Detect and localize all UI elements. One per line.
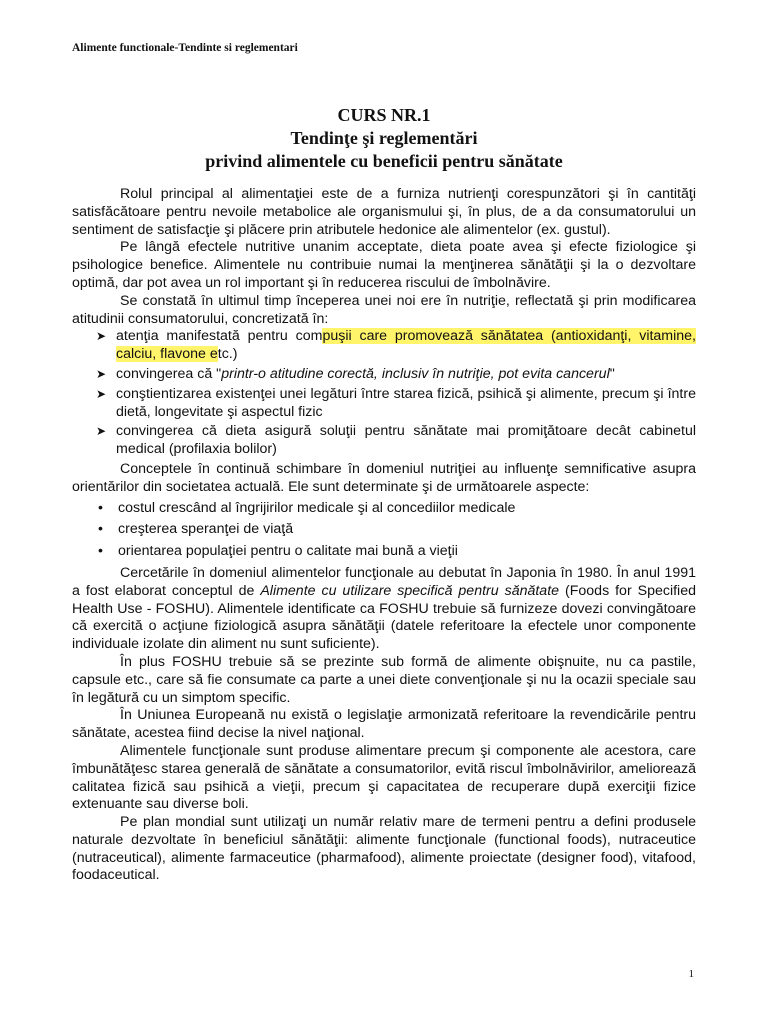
arrow-bullet-item: ➤ convingerea că dieta asigură soluţii pentru sănătate mai promiţătoare decât cabinetul medical (profilaxia bolilor): [96, 423, 696, 458]
arrow-bullet-icon: ➤: [96, 366, 107, 381]
arrow-bullet-item: ➤ conştientizarea existenţei unei legături între starea fizică, psihică şi alimente, precum şi între dietă, longevitate şi aspectul fizic: [96, 385, 696, 420]
document-body: [72, 186, 696, 885]
dot-bullet-item: • orientarea populaţiei pentru o calitate mai bună a vieţii: [98, 543, 458, 560]
dot-bullet-list: [72, 500, 696, 561]
document-titles: [0, 104, 768, 173]
bullet-dot-icon: •: [98, 521, 103, 538]
title-line-2: privind alimentele cu beneficii pentru sănătate: [205, 151, 563, 171]
running-header: Alimente functionale-Tendinte si reglementari: [72, 42, 298, 54]
arrow-bullet-icon: ➤: [96, 329, 107, 344]
arrow-bullet-icon: ➤: [96, 424, 107, 439]
paragraph-functional-foods: Alimentele funcţionale sunt produse alimentare precum şi componente ale acestora, care îmbunătăţesc starea generală de sănătate a consumatorilor, evită riscul îmbolnăvirilor, ameliorează calitatea fizică sau psihică a vieţii, precum şi capacitatea de recuperare după exerciţii fizice extenuante sau diverse boli.: [72, 742, 696, 813]
italic-term: Alimente cu utilizare specifică pentru sănătate: [260, 582, 560, 599]
arrow-bullet-item: ➤ convingerea că "printr-o atitudine corectă, inclusiv în nutriţie, pot evita cancerul": [96, 365, 615, 382]
dot-bullet-item: • costul crescând al îngrijirilor medicale şi al concediilor medicale: [98, 499, 516, 516]
paragraph-concepts: Conceptele în continuă schimbare în domeniul nutriţiei au influenţe semnificative asupra orientărilor din societatea actuală. Ele sunt determinate şi de următoarele aspecte:: [72, 460, 696, 495]
paragraph-intro: Rolul principal al alimentaţiei este de a furniza nutrienţi corespunzători şi în cantităţi satisfăcătoare pentru nevoile metabolice ale organismului şi, în plus, de a da consumatorului un sentiment de satisfacţie şi plăcere prin atributele hedonice ale alimentelor (ex. gustul).: [72, 186, 696, 238]
course-number: CURS NR.1: [337, 105, 431, 125]
paragraph-new-era: Se constată în ultimul timp începerea unei noi ere în nutriţie, reflectată şi prin modificarea atitudinii consumatorului, concretizată în:: [72, 292, 696, 327]
bullet-dot-icon: •: [98, 543, 103, 560]
paragraph-foshu: În plus FOSHU trebuie să se prezinte sub formă de alimente obişnuite, nu ca pastile, capsule etc., care să fie consumate ca parte a unei diete convenţionale şi nu la ocazii speciale sau în legătură cu un simptom specific.: [72, 653, 696, 706]
dot-bullet-item: • creşterea speranţei de viaţă: [98, 521, 294, 538]
italic-quote: printr-o atitudine corectă, inclusiv în nutriţie, pot evita cancerul: [221, 365, 610, 382]
bullet-dot-icon: •: [98, 499, 103, 516]
paragraph-eu: În Uniunea Europeană nu există o legislaţie armonizată referitoare la revendicările pentru sănătate, acestea fiind decise la nivel naţional.: [72, 707, 696, 742]
paragraph-japan: Cercetările în domeniul alimentelor funcţionale au debutat în Japonia în 1980. În anul 1991 a fost elaborat conceptul de Alimente cu utilizare specifică pentru sănătate (Foods for Specified Health Use - FOSHU). Alimentele identificate ca FOSHU trebuie să furnizeze dovezi convingătoare că exercită o acţiune fiziologică asupra sănătăţii (datele referitoare la efectele unor componente individuale izolate din aliment nu sunt suficiente).: [72, 564, 696, 653]
title-line-1: Tendinţe şi reglementări: [290, 128, 478, 148]
arrow-bullet-list: [72, 328, 696, 459]
arrow-bullet-icon: ➤: [96, 386, 107, 401]
page-number: 1: [688, 968, 694, 980]
highlighted-text: puşii care promovează sănătatea (antioxidanţi, vitamine, calciu, flavone e: [116, 328, 697, 363]
paragraph-effects: Pe lângă efectele nutritive unanim acceptate, dieta poate avea şi efecte fiziologice şi psihologice benefice. Alimentele nu contribuie numai la menţinerea sănătăţii şi la o dezvoltare optimă, dar pot avea un rol important şi în reducerea riscului de îmbolnăvire.: [72, 239, 696, 291]
arrow-bullet-item: ➤ atenţia manifestată pentru compuşii care promovează sănătatea (antioxidanţi, vitamine, calciu, flavone etc.): [96, 328, 697, 363]
paragraph-terms: Pe plan mondial sunt utilizaţi un număr relativ mare de termeni pentru a defini produsele naturale dezvoltate în beneficiul sănătăţii: alimente funcţionale (functional foods), nutraceutice (nutraceutical), alimente farmaceutice (pharmafood), alimente proiectate (designer food), vitafood, foodaceutical.: [72, 814, 696, 884]
